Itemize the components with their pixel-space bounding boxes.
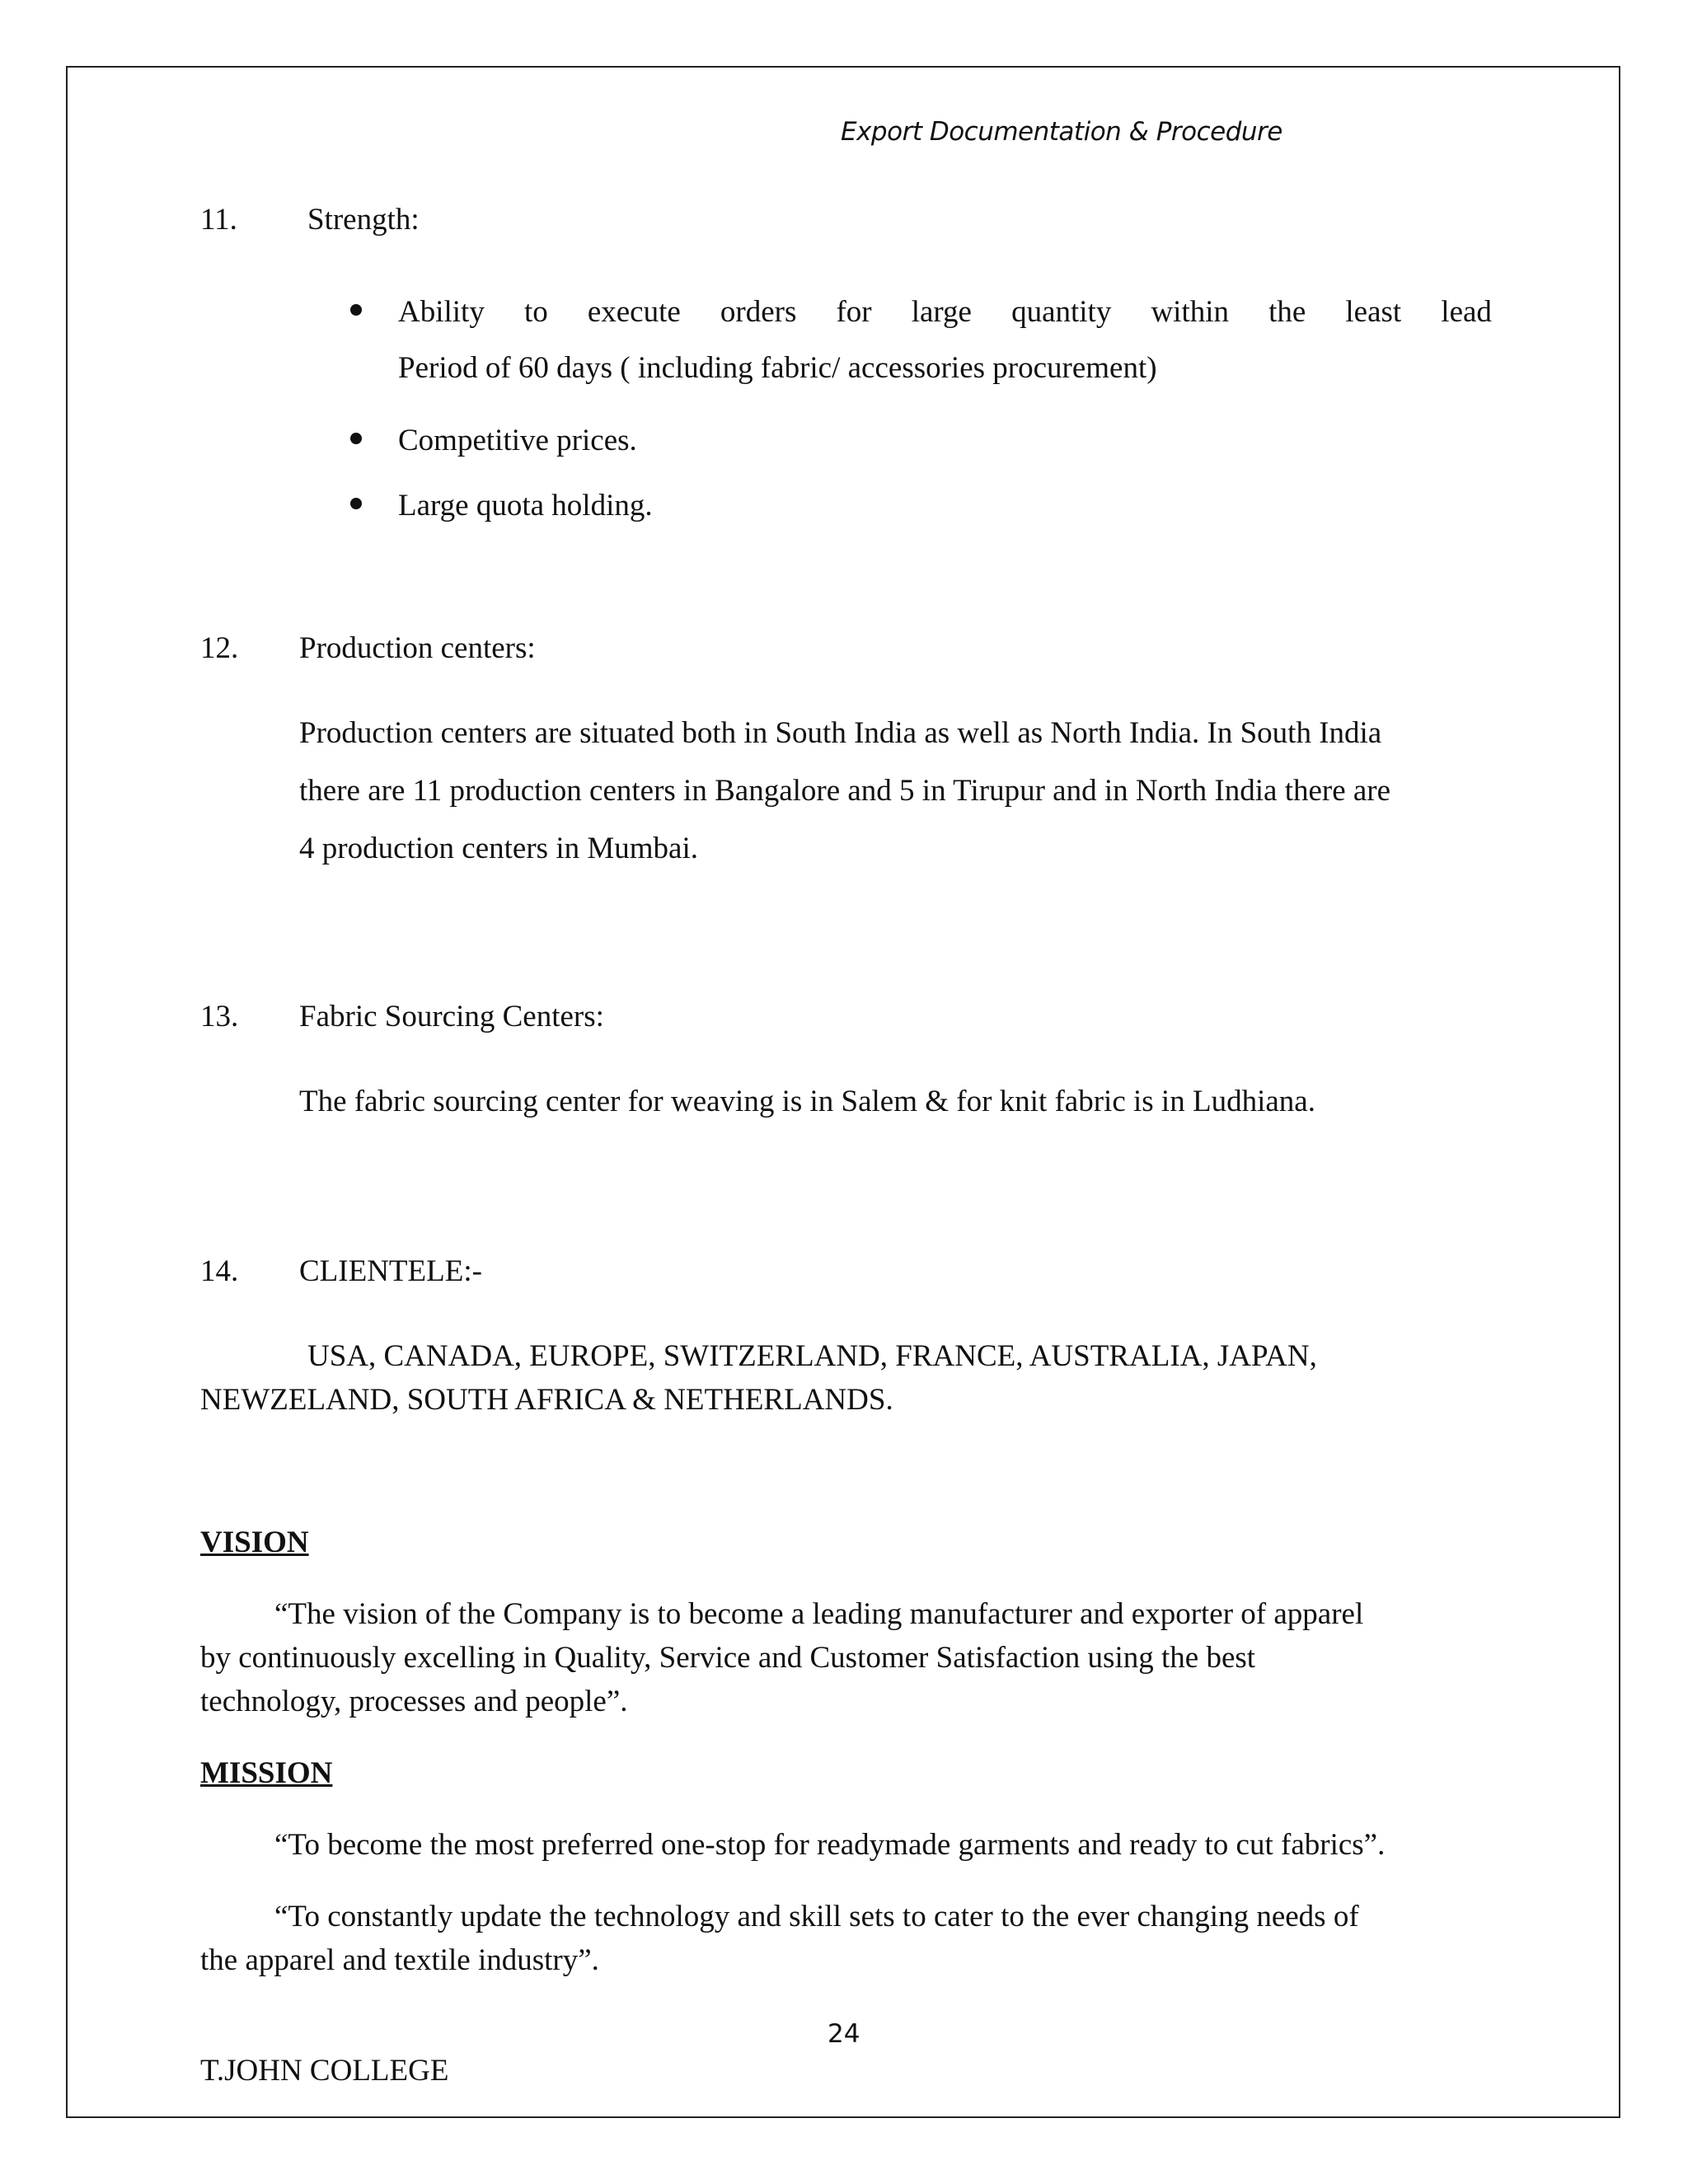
- running-header: Export Documentation & Procedure: [841, 117, 1282, 147]
- section-13-title: Fabric Sourcing Centers:: [299, 1000, 604, 1033]
- footer-college-name: T.JOHN COLLEGE: [200, 2054, 449, 2088]
- section-14-number: 14.: [200, 1254, 239, 1288]
- section-13-text: The fabric sourcing center for weaving is in Salem & for knit fabric is in Ludhiana.: [299, 1085, 1315, 1118]
- mission-paragraph-2-line-1: “To constantly update the technology and skill sets to cater to the ever changing needs of: [274, 1900, 1359, 1933]
- section-11-title: Strength:: [307, 203, 420, 237]
- vision-line-3: technology, processes and people”.: [200, 1685, 628, 1718]
- vision-line-1: “The vision of the Company is to become a leading manufacturer and exporter of apparel: [274, 1597, 1364, 1631]
- section-12-line-3: 4 production centers in Mumbai.: [299, 832, 698, 865]
- clientele-line-2: NEWZELAND, SOUTH AFRICA & NETHERLANDS.: [200, 1383, 893, 1417]
- section-13-number: 13.: [200, 1000, 239, 1033]
- bullet-icon: [350, 433, 362, 444]
- section-11-number: 11.: [200, 203, 237, 237]
- section-14-title: CLIENTELE:-: [299, 1254, 482, 1288]
- bullet-1-line-2: Period of 60 days ( including fabric/ accessories procurement): [398, 351, 1157, 385]
- bullet-2: Competitive prices.: [398, 424, 637, 457]
- vision-line-2: by continuously excelling in Quality, Service and Customer Satisfaction using the best: [200, 1641, 1256, 1675]
- section-12-line-1: Production centers are situated both in South India as well as North India. In South India: [299, 716, 1382, 750]
- page-number: 24: [828, 2019, 860, 2049]
- bullet-3: Large quota holding.: [398, 489, 653, 523]
- bullet-icon: [350, 498, 362, 509]
- mission-paragraph-2-line-2: the apparel and textile industry”.: [200, 1943, 599, 1977]
- mission-heading: MISSION: [200, 1756, 333, 1790]
- vision-heading: VISION: [200, 1526, 309, 1559]
- section-12-number: 12.: [200, 631, 239, 665]
- bullet-icon: [350, 304, 362, 316]
- section-12-line-2: there are 11 production centers in Bangalore and 5 in Tirupur and in North India there are: [299, 774, 1391, 808]
- section-12-title: Production centers:: [299, 631, 536, 665]
- clientele-line-1: USA, CANADA, EUROPE, SWITZERLAND, FRANCE, AUSTRALIA, JAPAN,: [307, 1339, 1317, 1373]
- bullet-1-line-1: Ability to execute orders for large quantity within the least lead: [398, 295, 1492, 329]
- mission-paragraph-1: “To become the most preferred one-stop for readymade garments and ready to cut fabrics”.: [274, 1828, 1386, 1862]
